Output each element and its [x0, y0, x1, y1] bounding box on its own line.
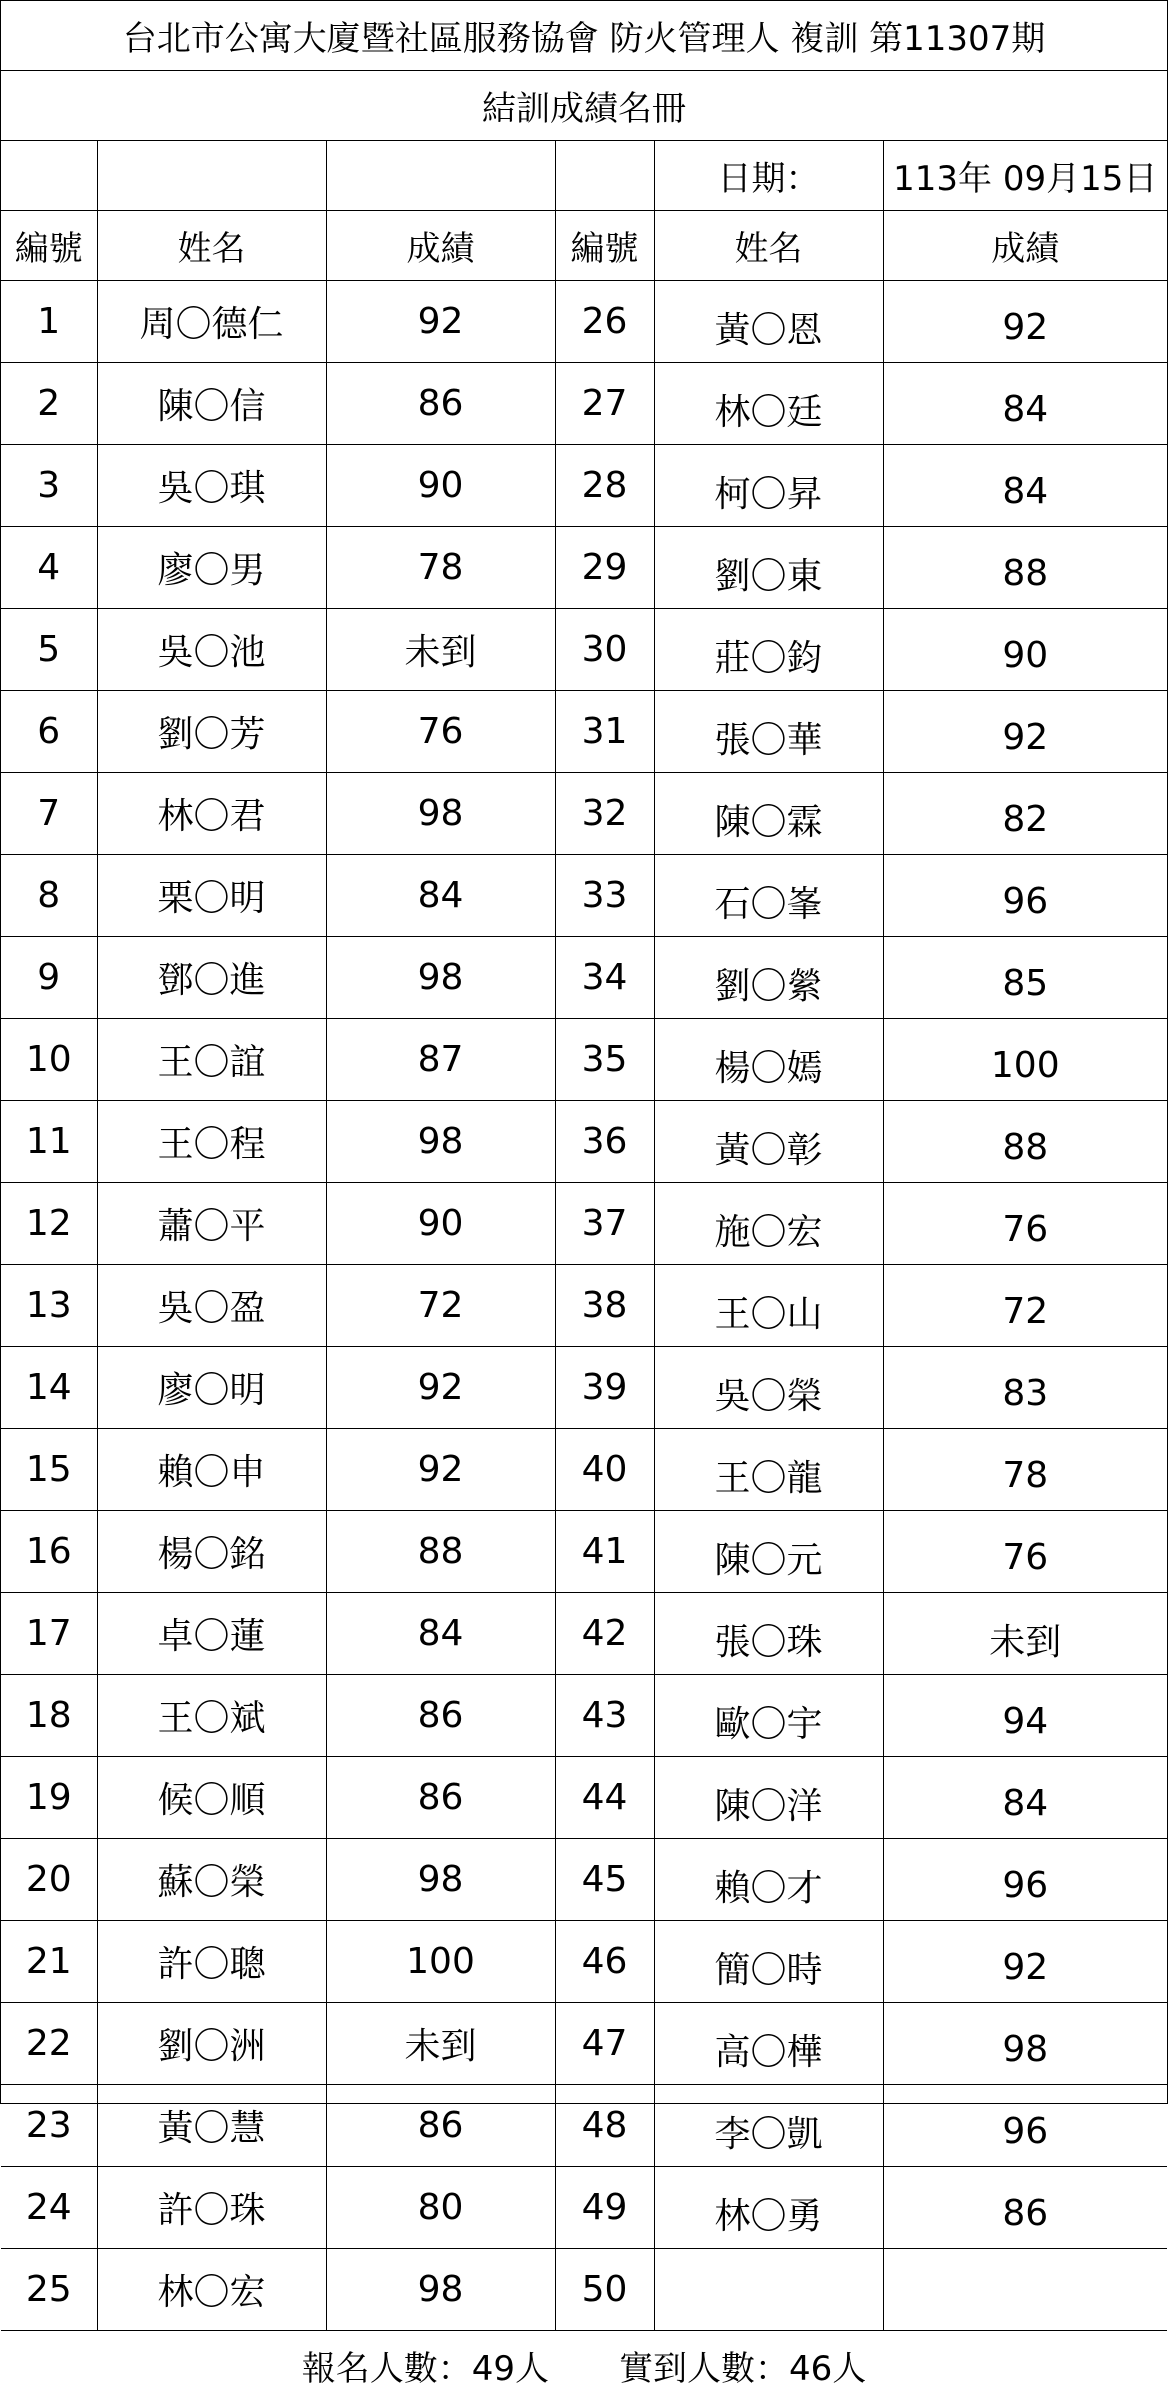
document-title: 台北市公寓大廈暨社區服務協會 防火管理人 複訓 第11307期 [1, 1, 1167, 71]
left-name-cell: 吳〇琪 [97, 445, 326, 527]
right-number-cell: 30 [555, 609, 654, 691]
table-row [1, 363, 1167, 445]
left-score-cell: 72 [326, 1265, 555, 1347]
table-row [1, 1265, 1167, 1347]
left-score-cell: 92 [326, 1429, 555, 1511]
left-name-cell: 卓〇蓮 [97, 1593, 326, 1675]
left-score-cell: 98 [326, 937, 555, 1019]
header-score-right: 成績 [883, 211, 1167, 281]
left-number-cell: 21 [1, 1921, 97, 2003]
left-score-cell: 86 [326, 1757, 555, 1839]
left-score-cell: 76 [326, 691, 555, 773]
table-row [1, 1921, 1167, 2003]
table-row [1, 773, 1167, 855]
right-name-cell: 柯〇昇 [654, 445, 883, 527]
left-number-cell: 7 [1, 773, 97, 855]
right-name-cell [654, 2249, 883, 2331]
right-score-cell: 96 [883, 855, 1167, 937]
left-score-cell: 86 [326, 363, 555, 445]
blank-cell [97, 141, 326, 211]
right-score-cell: 76 [883, 1511, 1167, 1593]
left-number-cell: 11 [1, 1101, 97, 1183]
right-score-cell: 86 [883, 2167, 1167, 2249]
table-row [1, 445, 1167, 527]
right-number-cell: 40 [555, 1429, 654, 1511]
left-number-cell: 23 [1, 2085, 97, 2167]
right-name-cell: 楊〇嫣 [654, 1019, 883, 1101]
left-number-cell: 13 [1, 1265, 97, 1347]
right-score-cell: 88 [883, 527, 1167, 609]
right-score-cell: 88 [883, 1101, 1167, 1183]
table-row [1, 1839, 1167, 1921]
left-score-cell: 78 [326, 527, 555, 609]
right-score-cell [883, 2249, 1167, 2331]
right-name-cell: 歐〇宇 [654, 1675, 883, 1757]
right-number-cell: 29 [555, 527, 654, 609]
right-name-cell: 莊〇鈞 [654, 609, 883, 691]
right-number-cell: 32 [555, 773, 654, 855]
right-name-cell: 簡〇時 [654, 1921, 883, 2003]
right-number-cell: 27 [555, 363, 654, 445]
left-number-cell: 16 [1, 1511, 97, 1593]
left-name-cell: 賴〇申 [97, 1429, 326, 1511]
left-name-cell: 蕭〇平 [97, 1183, 326, 1265]
right-score-cell: 82 [883, 773, 1167, 855]
left-number-cell: 18 [1, 1675, 97, 1757]
right-name-cell: 石〇峯 [654, 855, 883, 937]
table-row [1, 1675, 1167, 1757]
left-score-cell: 86 [326, 1675, 555, 1757]
left-name-cell: 許〇聰 [97, 1921, 326, 2003]
right-number-cell: 49 [555, 2167, 654, 2249]
right-number-cell: 28 [555, 445, 654, 527]
left-score-cell: 100 [326, 1921, 555, 2003]
right-score-cell: 92 [883, 691, 1167, 773]
document-subtitle: 結訓成績名冊 [1, 71, 1167, 141]
right-score-cell: 98 [883, 2003, 1167, 2085]
right-name-cell: 王〇龍 [654, 1429, 883, 1511]
table-row [1, 1347, 1167, 1429]
table-row [1, 937, 1167, 1019]
left-name-cell: 林〇宏 [97, 2249, 326, 2331]
table-row [1, 609, 1167, 691]
table-row [1, 281, 1167, 363]
right-score-cell: 92 [883, 281, 1167, 363]
right-number-cell: 26 [555, 281, 654, 363]
left-name-cell: 栗〇明 [97, 855, 326, 937]
right-name-cell: 陳〇元 [654, 1511, 883, 1593]
right-score-cell: 78 [883, 1429, 1167, 1511]
left-score-cell: 86 [326, 2085, 555, 2167]
left-name-cell: 王〇誼 [97, 1019, 326, 1101]
right-score-cell: 90 [883, 609, 1167, 691]
right-number-cell: 34 [555, 937, 654, 1019]
right-number-cell: 50 [555, 2249, 654, 2331]
left-number-cell: 8 [1, 855, 97, 937]
right-name-cell: 王〇山 [654, 1265, 883, 1347]
left-number-cell: 14 [1, 1347, 97, 1429]
table-row [1, 1429, 1167, 1511]
left-number-cell: 6 [1, 691, 97, 773]
header-name-right: 姓名 [654, 211, 883, 281]
right-name-cell: 吳〇榮 [654, 1347, 883, 1429]
left-score-cell: 84 [326, 1593, 555, 1675]
table-row [1, 2085, 1167, 2167]
right-number-cell: 33 [555, 855, 654, 937]
right-number-cell: 41 [555, 1511, 654, 1593]
right-number-cell: 35 [555, 1019, 654, 1101]
right-name-cell: 施〇宏 [654, 1183, 883, 1265]
date-label: 日期： [654, 141, 883, 211]
left-number-cell: 1 [1, 281, 97, 363]
left-name-cell: 許〇珠 [97, 2167, 326, 2249]
left-name-cell: 王〇程 [97, 1101, 326, 1183]
roster-rows [1, 281, 1167, 2331]
table-row [1, 527, 1167, 609]
left-name-cell: 候〇順 [97, 1757, 326, 1839]
right-score-cell: 96 [883, 2085, 1167, 2167]
left-score-cell: 80 [326, 2167, 555, 2249]
score-roster-table [1, 1, 1167, 2400]
left-score-cell: 92 [326, 1347, 555, 1429]
table-row [1, 691, 1167, 773]
date-value: 113年 09月15日 [883, 141, 1167, 211]
left-score-cell: 98 [326, 773, 555, 855]
left-number-cell: 25 [1, 2249, 97, 2331]
left-number-cell: 19 [1, 1757, 97, 1839]
table-row [1, 2167, 1167, 2249]
left-name-cell: 黃〇慧 [97, 2085, 326, 2167]
right-score-cell: 100 [883, 1019, 1167, 1101]
table-row [1, 1183, 1167, 1265]
right-name-cell: 林〇廷 [654, 363, 883, 445]
left-number-cell: 12 [1, 1183, 97, 1265]
table-row [1, 855, 1167, 937]
blank-cell [326, 141, 555, 211]
table-row [1, 1101, 1167, 1183]
left-score-cell: 90 [326, 445, 555, 527]
right-number-cell: 46 [555, 1921, 654, 2003]
left-name-cell: 劉〇芳 [97, 691, 326, 773]
right-score-cell: 83 [883, 1347, 1167, 1429]
left-score-cell: 98 [326, 1839, 555, 1921]
left-score-cell: 未到 [326, 609, 555, 691]
left-score-cell: 90 [326, 1183, 555, 1265]
header-number-left: 編號 [1, 211, 97, 281]
blank-cell [555, 141, 654, 211]
right-name-cell: 賴〇才 [654, 1839, 883, 1921]
left-name-cell: 鄧〇進 [97, 937, 326, 1019]
right-name-cell: 林〇勇 [654, 2167, 883, 2249]
right-score-cell: 85 [883, 937, 1167, 1019]
table-row [1, 1593, 1167, 1675]
table-row [1, 1511, 1167, 1593]
right-score-cell: 84 [883, 363, 1167, 445]
right-number-cell: 38 [555, 1265, 654, 1347]
left-name-cell: 吳〇池 [97, 609, 326, 691]
table-row [1, 2003, 1167, 2085]
right-name-cell: 黃〇彰 [654, 1101, 883, 1183]
right-name-cell: 陳〇洋 [654, 1757, 883, 1839]
header-name-left: 姓名 [97, 211, 326, 281]
left-number-cell: 17 [1, 1593, 97, 1675]
left-score-cell: 未到 [326, 2003, 555, 2085]
left-score-cell: 87 [326, 1019, 555, 1101]
table-row [1, 1757, 1167, 1839]
left-name-cell: 廖〇男 [97, 527, 326, 609]
right-name-cell: 劉〇東 [654, 527, 883, 609]
left-score-cell: 98 [326, 2249, 555, 2331]
attendance-summary [1, 2331, 1167, 2400]
left-number-cell: 10 [1, 1019, 97, 1101]
right-score-cell: 72 [883, 1265, 1167, 1347]
left-number-cell: 15 [1, 1429, 97, 1511]
left-score-cell: 84 [326, 855, 555, 937]
right-number-cell: 48 [555, 2085, 654, 2167]
left-number-cell: 20 [1, 1839, 97, 1921]
left-number-cell: 22 [1, 2003, 97, 2085]
left-number-cell: 3 [1, 445, 97, 527]
right-score-cell: 84 [883, 445, 1167, 527]
right-name-cell: 陳〇霖 [654, 773, 883, 855]
left-name-cell: 王〇斌 [97, 1675, 326, 1757]
right-score-cell: 92 [883, 1921, 1167, 2003]
right-number-cell: 39 [555, 1347, 654, 1429]
left-name-cell: 陳〇信 [97, 363, 326, 445]
right-number-cell: 47 [555, 2003, 654, 2085]
table-row [1, 1019, 1167, 1101]
right-name-cell: 黃〇恩 [654, 281, 883, 363]
left-number-cell: 5 [1, 609, 97, 691]
right-name-cell: 張〇華 [654, 691, 883, 773]
right-number-cell: 45 [555, 1839, 654, 1921]
left-name-cell: 周〇德仁 [97, 281, 326, 363]
registered-count: 報名人數：49人 [302, 2349, 549, 2389]
header-number-right: 編號 [555, 211, 654, 281]
left-name-cell: 劉〇洲 [97, 2003, 326, 2085]
right-number-cell: 36 [555, 1101, 654, 1183]
attended-count: 實到人數：46人 [619, 2349, 866, 2389]
right-score-cell: 94 [883, 1675, 1167, 1757]
right-score-cell: 96 [883, 1839, 1167, 1921]
table-row [1, 2249, 1167, 2331]
left-score-cell: 98 [326, 1101, 555, 1183]
left-name-cell: 吳〇盈 [97, 1265, 326, 1347]
blank-cell [1, 141, 97, 211]
left-number-cell: 9 [1, 937, 97, 1019]
right-name-cell: 劉〇縈 [654, 937, 883, 1019]
header-score-left: 成績 [326, 211, 555, 281]
left-number-cell: 4 [1, 527, 97, 609]
left-number-cell: 2 [1, 363, 97, 445]
left-score-cell: 88 [326, 1511, 555, 1593]
right-name-cell: 李〇凱 [654, 2085, 883, 2167]
left-name-cell: 廖〇明 [97, 1347, 326, 1429]
right-score-cell: 未到 [883, 1593, 1167, 1675]
right-number-cell: 44 [555, 1757, 654, 1839]
right-score-cell: 76 [883, 1183, 1167, 1265]
right-score-cell: 84 [883, 1757, 1167, 1839]
left-name-cell: 楊〇銘 [97, 1511, 326, 1593]
left-name-cell: 蘇〇榮 [97, 1839, 326, 1921]
left-number-cell: 24 [1, 2167, 97, 2249]
right-number-cell: 37 [555, 1183, 654, 1265]
right-number-cell: 42 [555, 1593, 654, 1675]
right-number-cell: 31 [555, 691, 654, 773]
left-name-cell: 林〇君 [97, 773, 326, 855]
right-name-cell: 高〇樺 [654, 2003, 883, 2085]
right-name-cell: 張〇珠 [654, 1593, 883, 1675]
right-number-cell: 43 [555, 1675, 654, 1757]
left-score-cell: 92 [326, 281, 555, 363]
